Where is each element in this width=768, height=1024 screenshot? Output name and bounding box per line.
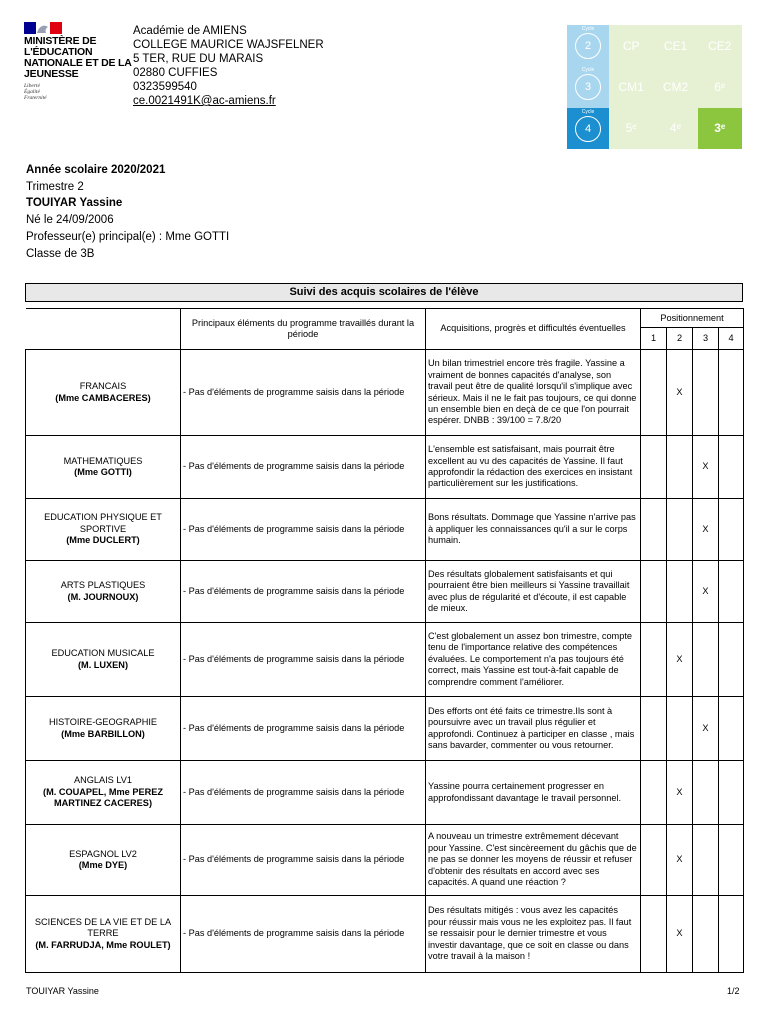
level-3-cell: X [693, 499, 719, 561]
subject-name: ANGLAIS LV1 [73, 775, 133, 786]
level-3-cell: X [693, 561, 719, 623]
subject-name: EDUCATION PHYSIQUE ET SPORTIVE [44, 512, 162, 534]
program-cell: - Pas d'éléments de programme saisis dans la période [181, 825, 426, 896]
cycle-4-badge: Cycle 4 [567, 108, 609, 149]
level-2-cell [667, 697, 693, 761]
level-2-cell [667, 561, 693, 623]
subject-cell [26, 350, 181, 436]
level-4-cell [719, 697, 744, 761]
table-row [26, 896, 744, 973]
level-1-cell [641, 697, 667, 761]
level-4-cell [719, 623, 744, 697]
ministry-logo [24, 22, 134, 101]
subject-cell [26, 697, 181, 761]
table-row [26, 761, 744, 825]
academy: Académie de AMIENS [133, 25, 247, 37]
level-4-header: 4 [719, 328, 744, 350]
level-cp: CP [609, 25, 653, 66]
cycle-2-badge: Cycle 2 [567, 25, 609, 66]
level-4-cell [719, 896, 744, 973]
acquisitions-header: Acquisitions, progrès et difficultés éventuelles [426, 309, 641, 350]
teacher-name: (M. JOURNOUX) [67, 591, 139, 602]
results-table [25, 308, 744, 973]
subject-name: MATHEMATIQUES [63, 455, 143, 466]
level-1-header: 1 [641, 328, 667, 350]
level-ce2: CE2 [698, 25, 742, 66]
level-4e: 4ᵉ [653, 108, 697, 149]
program-cell: - Pas d'éléments de programme saisis dans la période [181, 436, 426, 499]
level-4-cell [719, 825, 744, 896]
page-number: 1/2 [727, 986, 740, 996]
comment-cell: Des résultats globalement satisfaisants et qui pourraient être bien meilleurs si Yassine travaillait avec plus de régularité et d'écoute, il est capable de mieux. [426, 561, 641, 623]
program-cell: - Pas d'éléments de programme saisis dans la période [181, 561, 426, 623]
level-3-cell [693, 350, 719, 436]
subject-cell [26, 623, 181, 697]
level-4-cell [719, 436, 744, 499]
table-row [26, 350, 744, 436]
comment-cell: Bons résultats. Dommage que Yassine n'arrive pas à appliquer les connaissances qu'il a sur le corps humain. [426, 499, 641, 561]
cycle-3-badge: Cycle 3 [567, 66, 609, 107]
table-row [26, 825, 744, 896]
table-header-row [26, 309, 744, 328]
subject-header [26, 309, 181, 350]
cycle-grid [567, 25, 742, 149]
student-name: TOUIYAR Yassine [26, 197, 123, 210]
level-2-cell: X [667, 896, 693, 973]
subject-name: EDUCATION MUSICALE [51, 648, 155, 659]
school-year: Année scolaire 2020/2021 [26, 164, 166, 176]
program-cell: - Pas d'éléments de programme saisis dans la période [181, 350, 426, 436]
program-cell: - Pas d'éléments de programme saisis dans la période [181, 896, 426, 973]
level-cm1: CM1 [609, 66, 653, 107]
level-3-cell [693, 761, 719, 825]
level-ce1: CE1 [653, 25, 697, 66]
subject-cell [26, 436, 181, 499]
level-3-cell [693, 623, 719, 697]
table-row [26, 499, 744, 561]
comment-cell: Des efforts ont été faits ce trimestre.Ils sont à poursuivre avec un travail plus régulier et approfondi. Continuez à participer en classe , mais sans bavarder, commenter ou vous retourner. [426, 697, 641, 761]
subject-cell [26, 825, 181, 896]
program-cell: - Pas d'éléments de programme saisis dans la période [181, 499, 426, 561]
level-1-cell [641, 499, 667, 561]
subject-name: FRANCAIS [79, 381, 127, 392]
level-2-cell: X [667, 825, 693, 896]
school-phone: 0323599540 [133, 81, 197, 93]
table-row [26, 697, 744, 761]
subject-cell [26, 499, 181, 561]
comment-cell: Yassine pourra certainement progresser en approfondissant davantage le travail personnel. [426, 761, 641, 825]
motto-fraternite: Fraternité [24, 95, 47, 101]
teacher-name: (M. FARRUDJA, Mme ROULET) [35, 939, 171, 950]
motto-egalite: Égalité [24, 89, 40, 95]
subject-name: ESPAGNOL LV2 [69, 848, 137, 859]
comment-cell: Des résultats mitigés : vous avez les capacités pour réussir mais vous ne les exploitez pas. Il faut se ressaisir pour le dernier trimestre et vous investir davantage, que ce soit en classe ou dans votre travail à la maison ! [426, 896, 641, 973]
subject-cell [26, 761, 181, 825]
level-2-cell [667, 499, 693, 561]
cycle-2-number: 2 [575, 33, 601, 59]
table-row [26, 623, 744, 697]
school-name: COLLEGE MAURICE WAJSFELNER [133, 39, 324, 51]
teacher-name: (M. LUXEN) [77, 659, 128, 670]
subject-name: HISTOIRE-GEOGRAPHIE [48, 717, 158, 728]
subject-name: ARTS PLASTIQUES [60, 580, 146, 591]
main-teacher: Professeur(e) principal(e) : Mme GOTTI [26, 230, 230, 243]
school-address [133, 24, 324, 108]
level-3-cell [693, 825, 719, 896]
school-city: 02880 CUFFIES [133, 67, 218, 79]
level-cm2: CM2 [653, 66, 697, 107]
section-banner: Suivi des acquis scolaires de l'élève [25, 283, 743, 302]
level-1-cell [641, 623, 667, 697]
program-cell: - Pas d'éléments de programme saisis dans la période [181, 697, 426, 761]
motto-liberte: Liberté [24, 83, 40, 89]
level-2-header: 2 [667, 328, 693, 350]
teacher-name: (Mme CAMBACERES) [55, 392, 151, 403]
level-1-cell [641, 350, 667, 436]
positioning-header: Positionnement [641, 309, 744, 328]
teacher-name: (Mme DUCLERT) [66, 535, 140, 546]
subject-cell [26, 896, 181, 973]
level-4-cell [719, 561, 744, 623]
subject-name: SCIENCES DE LA VIE ET DE LA TERRE [34, 916, 172, 939]
student-info [26, 162, 229, 262]
level-1-cell [641, 896, 667, 973]
marianne-flag-icon [24, 22, 62, 34]
class-name: Classe de 3B [26, 247, 95, 260]
program-cell: - Pas d'éléments de programme saisis dans la période [181, 761, 426, 825]
subject-cell [26, 561, 181, 623]
level-1-cell [641, 436, 667, 499]
teacher-name: (Mme BARBILLON) [61, 728, 145, 739]
teacher-name: (Mme DYE) [78, 860, 128, 870]
program-cell: - Pas d'éléments de programme saisis dans la période [181, 623, 426, 697]
cycle-3-number: 3 [575, 74, 601, 100]
table-row [26, 436, 744, 499]
republic-motto [24, 83, 134, 101]
comment-cell: C'est globalement un assez bon trimestre, compte tenu de l'importance relative des compétences évaluées. Le comportement n'a pas toujours été correct, mais Yassine est tout-à-fait capable de comprendre comment l'améliorer. [426, 623, 641, 697]
level-2-cell: X [667, 761, 693, 825]
table-row [26, 561, 744, 623]
school-email-link[interactable]: ce.0021491K@ac-amiens.fr [133, 95, 276, 107]
level-6e: 6ᵉ [698, 66, 742, 107]
level-3-cell: X [693, 436, 719, 499]
footer-student-name: TOUIYAR Yassine [26, 986, 99, 996]
program-header: Principaux éléments du programme travaillés durant la période [181, 309, 426, 350]
level-3-cell: X [693, 697, 719, 761]
level-4-cell [719, 350, 744, 436]
level-1-cell [641, 761, 667, 825]
birth-date: Né le 24/09/2006 [26, 214, 114, 227]
school-street: 5 TER, RUE DU MARAIS [133, 53, 264, 65]
cycle-4-number: 4 [575, 116, 601, 142]
level-5e: 5ᵉ [609, 108, 653, 149]
comment-cell: A nouveau un trimestre extrêmement décevant pour Yassine. C'est sincèreement du gâchis que de ne pas se donner les moyens de réussir et refuser d'obtenir des résultats en accord avec ses capacités. A quand une réaction ? [426, 825, 641, 896]
ministry-name: MINISTÈRE DE L'ÉDUCATION NATIONALE ET DE LA JEUNESSE [24, 35, 132, 80]
level-3-header: 3 [693, 328, 719, 350]
level-1-cell [641, 561, 667, 623]
teacher-name: (M. COUAPEL, Mme PEREZ MARTINEZ CACERES) [43, 786, 163, 809]
level-4-cell [719, 499, 744, 561]
term: Trimestre 2 [26, 180, 84, 193]
level-3e-current: 3ᵉ [698, 108, 742, 149]
level-4-cell [719, 761, 744, 825]
level-3-cell [693, 896, 719, 973]
comment-cell: L'ensemble est satisfaisant, mais pourrait être excellent au vu des capacités de Yassine. Il faut approfondir la rédaction des exercices en insistant particulièrement sur les justifications. [426, 436, 641, 499]
teacher-name: (Mme GOTTI) [74, 467, 132, 477]
level-2-cell: X [667, 623, 693, 697]
level-1-cell [641, 825, 667, 896]
level-2-cell [667, 436, 693, 499]
level-2-cell: X [667, 350, 693, 436]
comment-cell: Un bilan trimestriel encore très fragile. Yassine a vraiment de bonnes capacités d'analyse, son travail peut être de qualité lorsqu'il s'implique avec sérieux. Mais il ne le fait pas toujours, ce qui donne un ensemble bien en deçà de ce que l'on pourrait espérer. DNBB : 39/100 = 7.8/20 [426, 350, 641, 436]
